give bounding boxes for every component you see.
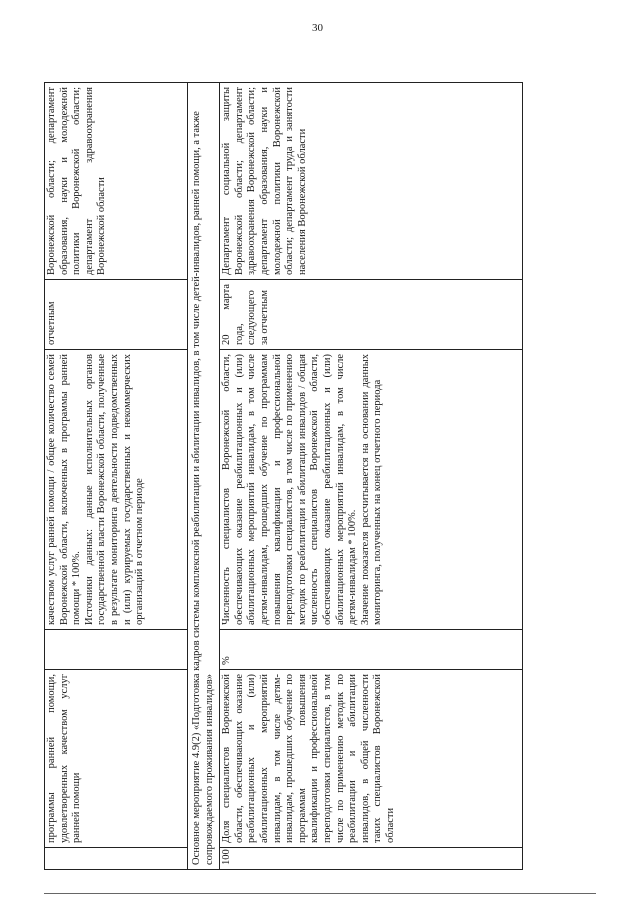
section-header: Основное мероприятие 4.9(2) «Подготовка кадров системы комплексной реабилитации и абилитации инвалидов, в том числе детей-инвалидов, ранней помощи, а также сопровождаемого проживания инвалидов»: [188, 83, 220, 870]
cell-num-empty: [45, 848, 188, 870]
table-row-100: [220, 83, 523, 870]
footer-divider: [44, 893, 596, 894]
rotated-table-area: [44, 82, 640, 865]
method-formula: качеством услуг ранней помощи / общее количество семей Воронежской области, включенных в программы ранней помощи * 100%.: [46, 354, 83, 625]
landscape-content: [44, 82, 589, 870]
cell-unit: %: [220, 630, 523, 670]
cell-method: [45, 350, 188, 630]
method-source: Значение показателя рассчитывается на основании данных мониторинга, полученных на конец отчетного периода: [359, 354, 384, 625]
method-formula: Численность специалистов Воронежской области, обеспечивающих оказание реабилитационных и (или) абилитационных мероприятий инвалидам, в том числе детям-инвалидам, прошедших обучение по программам повышения квалификации и профессиональной переподготовки специалистов, в том числе по применению методик по реабилитации и абилитации инвалидов / общая численность специалистов Воронежской области, обеспечивающих оказание реабилитационных и (или) абилитационных мероприятий инвалидам, в том числе детям-инвалидам * 100%.: [221, 354, 359, 625]
cell-unit-empty: [45, 630, 188, 670]
cell-indicator: Доля специалистов Воронежской области, обеспечивающих оказание реабилитационных и (или) абилитационных мероприятий инвалидам, в том числе детям-инвалидам, прошедших обучение по программам повышения квалификации и профессиональной переподготовки специалистов, в том числе по применению методик по реабилитации и абилитации инвалидов, в общей численности таких специалистов Воронежской области: [220, 670, 523, 848]
indicators-table: [44, 82, 523, 870]
cell-responsible: Воронежской области; департамент образования, науки и молодежной политики Воронежской области; департамент здравоохранения Воронежской области: [45, 83, 188, 280]
method-source: Источники данных: данные исполнительных органов государственной власти Воронежской области, полученные в результате мониторинга деятельности подведомственных и (или) курируемых государственных и некоммерческих организаций в отчетном периоде: [83, 354, 146, 625]
cell-deadline: отчетным: [45, 280, 188, 350]
cell-deadline: 20 марта года, следующего за отчетным: [220, 280, 523, 350]
table-row-continuation: [45, 83, 188, 870]
table-row-section-header: [188, 83, 220, 870]
cell-indicator: программы ранней помощи, удовлетворенных качеством услуг ранней помощи: [45, 670, 188, 848]
cell-responsible: Департамент социальной защиты Воронежской области; департамент здравоохранения Воронежской области; департамент образования, науки и молодежной политики Воронежской области; департамент труда и занятости населения Воронежской области: [220, 83, 523, 280]
page-number: 30: [312, 22, 323, 34]
cell-num: 100: [220, 848, 523, 870]
cell-method: [220, 350, 523, 630]
